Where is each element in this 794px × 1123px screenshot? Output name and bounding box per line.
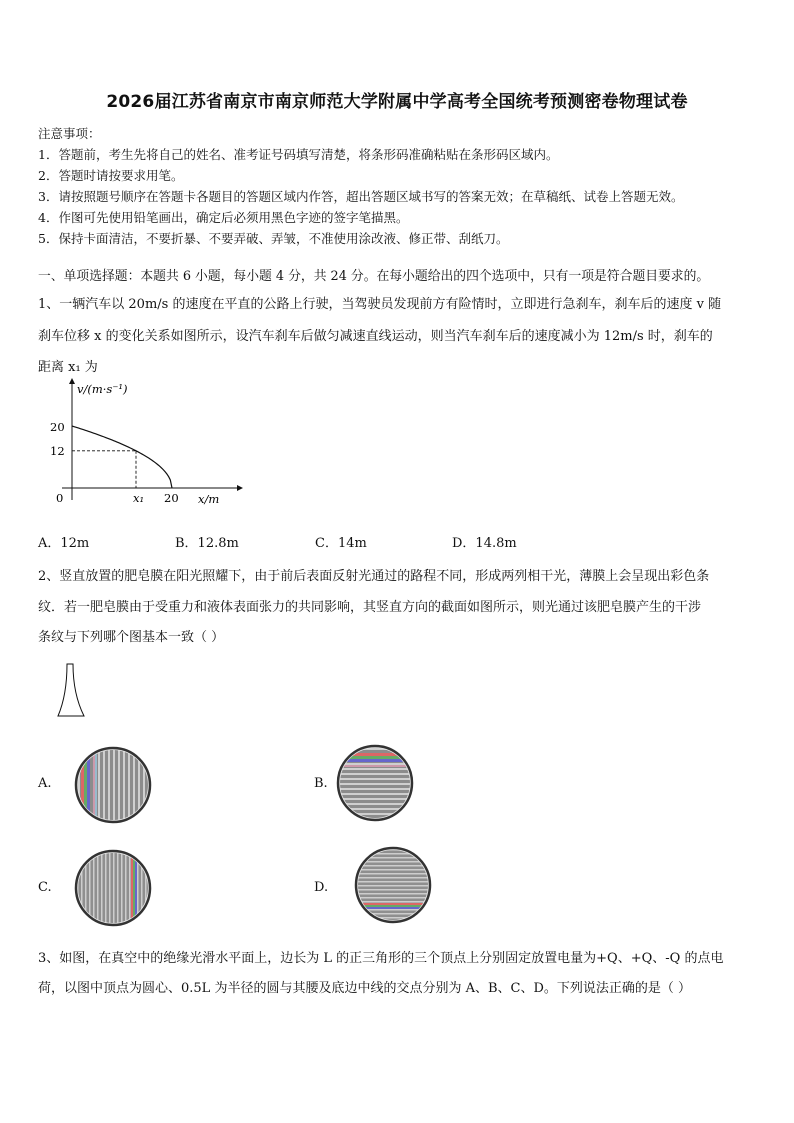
q2-option-a-fringe-image[interactable] [73,745,153,825]
notice-item-2: 2．答题时请按要求用笔。 [38,168,184,183]
q2-option-d-fringe-image[interactable] [353,845,433,925]
q1-option-b[interactable]: B．12.8m [175,536,239,551]
q2-line-2: 纹．若一肥皂膜由于受重力和液体表面张力的共同影响，其竖直方向的截面如图所示，则光通过该肥皂膜产生的干涉 [38,600,702,615]
q2-option-b-fringe-image[interactable] [335,743,415,823]
q1-line-2: 刹车位移 x 的变化关系如图所示，设汽车刹车后做匀减速直线运动，则当汽车刹车后的速度减小为 12m/s 时，刹车的 [38,329,713,344]
q1-option-a[interactable]: A．12m [38,536,90,551]
notice-item-1: 1．答题前，考生先将自己的姓名、准考证号码填写清楚，将条形码准确粘贴在条形码区域内。 [38,147,559,162]
q1-velocity-chart [40,375,250,510]
q2-option-c-fringe-image[interactable] [73,848,153,928]
q2-option-b-label[interactable]: B. [314,776,328,791]
y-axis-label: v/(m·s⁻¹) [77,382,128,396]
q1-option-c[interactable]: C．14m [315,536,367,551]
q2-line-3: 条纹与下列哪个图基本一致（ ） [38,630,225,645]
q2-option-d-label[interactable]: D. [314,880,329,895]
origin-label: 0 [56,491,64,505]
q2-option-c-label[interactable]: C. [38,880,52,895]
notice-heading: 注意事项： [38,126,101,141]
q1-line-3: 距离 x₁ 为 [38,360,98,375]
q1-option-d[interactable]: D．14.8m [452,536,517,551]
q2-option-a-label[interactable]: A. [38,776,52,791]
notice-item-4: 4．作图可先使用铅笔画出，确定后必须用黑色字迹的签字笔描黑。 [38,210,409,225]
y-tick-20: 20 [50,420,65,434]
soap-film-cross-section [52,662,92,720]
x-tick-x1: x₁ [133,491,145,505]
notice-item-3: 3．请按照题号顺序在答题卡各题目的答题区域内作答，超出答题区域书写的答案无效；在草稿纸、试卷上答题无效。 [38,189,684,204]
velocity-curve [72,426,172,488]
q3-line-1: 3、如图，在真空中的绝缘光滑水平面上，边长为 L 的正三角形的三个顶点上分别固定放置电量为+Q、+Q、-Q 的点电 [38,951,724,966]
x-axis-label: x/m [198,492,220,506]
section-heading: 一、单项选择题：本题共 6 小题，每小题 4 分，共 24 分。在每小题给出的四个选项中，只有一项是符合题目要求的。 [38,269,710,284]
y-tick-12: 12 [50,444,65,458]
q2-line-1: 2、竖直放置的肥皂膜在阳光照耀下，由于前后表面反射光通过的路程不同，形成两列相干光，薄膜上会呈现出彩色条 [38,569,710,584]
notice-item-5: 5．保持卡面清洁，不要折暴、不要弄破、弄皱，不准使用涂改液、修正带、刮纸刀。 [38,231,509,246]
x-tick-20: 20 [164,491,179,505]
q1-line-1: 1、一辆汽车以 20m/s 的速度在平直的公路上行驶，当驾驶员发现前方有险情时，立即进行急刹车，刹车后的速度 v 随 [38,297,722,312]
page-title: 2026届江苏省南京市南京师范大学附属中学高考全国统考预测密卷物理试卷 [106,92,688,112]
q3-line-2: 荷，以图中顶点为圆心、0.5L 为半径的圆与其腰及底边中线的交点分别为 A、B、C、D。下列说法正确的是（ ） [38,981,692,996]
